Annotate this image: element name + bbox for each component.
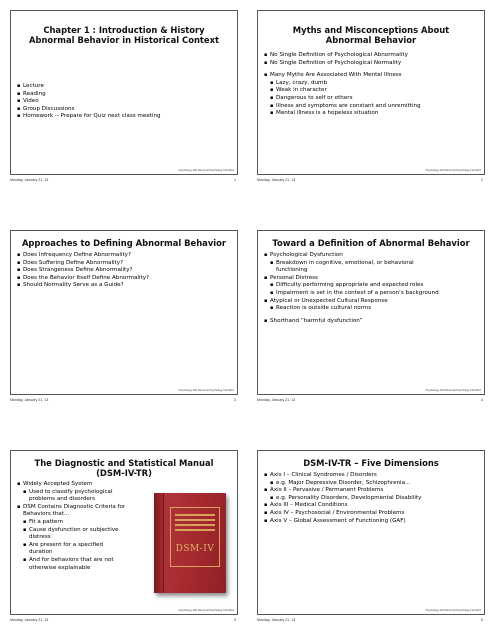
slide-title <box>264 25 478 45</box>
sub-bullet-item: ▪ Breakdown in cognitive, emotional, or behavioral <box>264 260 480 268</box>
sub-bullet-item: ▪ Lazy, crazy, dumb <box>264 80 480 88</box>
slide-title: Toward a Definition of Abnormal Behavior <box>272 238 470 248</box>
sub-bullet-item: ▪ Difficulty performing appropriate and expected roles <box>264 282 480 290</box>
slide-6 <box>257 450 485 615</box>
course-footer: Psychology 230 Abnormal Psychology Fall 2012 <box>178 389 234 392</box>
title-line: (DSM-IV-TR) <box>96 468 152 478</box>
bullet-item: ▪ Axis IV – Psychosocial / Environmental Problems <box>264 510 480 518</box>
bullet-list <box>264 252 480 325</box>
slide-date: Monday, January 21, 13 <box>10 618 49 622</box>
slide-4 <box>257 230 485 395</box>
bullet-continuation: functioning <box>276 267 308 274</box>
slide-title: Approaches to Defining Abnormal Behavior <box>21 238 227 248</box>
course-footer: Psychology 230 Abnormal Psychology Fall 2012 <box>425 169 481 172</box>
book-cover-text: DSM-IV <box>175 544 215 554</box>
bullet-item: ▪ Does Infrequency Define Abnormality? <box>17 252 233 260</box>
slide-title <box>17 458 231 478</box>
bullet-item: ▪ Video <box>17 98 233 106</box>
bullet-continuation: duration <box>29 549 53 556</box>
slide-1 <box>10 10 238 175</box>
bullet-continuation: problems and disorders <box>29 496 95 503</box>
slide-2 <box>257 10 485 175</box>
bullet-list <box>17 481 141 572</box>
slide-number: 6 <box>481 618 483 622</box>
sub-bullet-item: ▪ Illness and symptoms are constant and unremitting <box>264 103 480 111</box>
bullet-item: ▪ Group Discussions <box>17 106 233 114</box>
course-footer: Psychology 230 Abnormal Psychology Fall 2012 <box>425 609 481 612</box>
sub-bullet-item: ▪ Impairment is set in the context of a person’s background <box>264 290 480 298</box>
slide-number: 5 <box>234 618 236 622</box>
bullet-item: ▪ Homework -- Prepare for Quiz next class meeting <box>17 113 233 121</box>
course-footer: Psychology 230 Abnormal Psychology Fall 2012 <box>178 609 234 612</box>
bullet-item: ▪ Psychological Dysfunction <box>264 252 480 260</box>
bullet-list <box>17 252 233 290</box>
slide-number: 4 <box>481 398 483 402</box>
sub-bullet-item: ▪ Reaction is outside cultural norms <box>264 305 480 313</box>
bullet-item: ▪ Personal Distress <box>264 275 480 283</box>
slide-date: Monday, January 21, 13 <box>10 398 49 402</box>
bullet-continuation: distress <box>29 534 51 541</box>
title-line: Chapter 1 : Introduction & History <box>43 25 205 35</box>
bullet-item: ▪ Many Myths Are Associated With Mental Illness <box>264 72 480 80</box>
bullet-item: ▪ Shorthand “harmful dysfunction” <box>264 318 480 326</box>
sub-bullet-item: ▪ Cause dysfunction or subjective <box>17 527 141 535</box>
slide-title: DSM-IV-TR – Five Dimensions <box>303 458 439 468</box>
course-footer: Psychology 230 Abnormal Psychology Fall 2012 <box>178 169 234 172</box>
bullet-item: ▪ Should Normality Serve as a Guide? <box>17 282 233 290</box>
course-footer: Psychology 230 Abnormal Psychology Fall 2012 <box>425 389 481 392</box>
slide-3 <box>10 230 238 395</box>
sub-bullet-item: ▪ Weak in character <box>264 87 480 95</box>
bullet-item: ▪ Axis III – Medical Conditions <box>264 502 480 510</box>
bullet-continuation: otherwise explainable <box>29 564 91 571</box>
sub-bullet-item: ▪ Are present for a specified <box>17 542 141 550</box>
bullet-item: ▪ DSM Contains Diagnostic Criteria for <box>17 504 141 512</box>
slide-number: 1 <box>234 178 236 182</box>
sub-bullet-item: ▪ e.g. Major Depressive Disorder, Schizophrenia... <box>264 480 480 488</box>
slide-number: 2 <box>481 178 483 182</box>
bullet-list <box>17 83 233 121</box>
bullet-continuation: Behaviors that… <box>23 511 70 518</box>
bullet-item: ▪ Atypical or Unexpected Cultural Response <box>264 298 480 306</box>
bullet-list <box>264 52 480 118</box>
title-line: The Diagnostic and Statistical Manual <box>34 458 214 468</box>
sub-bullet-item: ▪ Dangerous to self or others <box>264 95 480 103</box>
sub-bullet-item: ▪ Mental illness is a hopeless situation <box>264 110 480 118</box>
title-line: Abnormal Behavior in Historical Context <box>28 35 220 45</box>
bullet-item: ▪ Lecture <box>17 83 233 91</box>
bullet-item: ▪ Axis V – Global Assessment of Functioning (GAF) <box>264 518 480 526</box>
slide-date: Monday, January 21, 13 <box>257 398 296 402</box>
slide-date: Monday, January 21, 13 <box>257 618 296 622</box>
bullet-item: ▪ Does Strangeness Define Abnormality? <box>17 267 233 275</box>
slide-5 <box>10 450 238 615</box>
bullet-item: ▪ Does Suffering Define Abnormality? <box>17 260 233 268</box>
bullet-item: ▪ Axis I – Clinical Syndromes / Disorders <box>264 472 480 480</box>
slide-number: 3 <box>234 398 236 402</box>
sub-bullet-item: ▪ e.g. Personality Disorders, Developmental Disability <box>264 495 480 503</box>
bullet-item: ▪ Widely Accepted System <box>17 481 141 489</box>
title-line: Abnormal Behavior <box>325 35 417 45</box>
slide-title <box>17 25 231 45</box>
slide-date: Monday, January 21, 13 <box>257 178 296 182</box>
dsm-book-image <box>154 493 226 593</box>
title-line: Myths and Misconceptions About <box>292 25 450 35</box>
bullet-item: ▪ Axis II – Pervasive / Permanent Problems <box>264 487 480 495</box>
slide-date: Monday, January 21, 13 <box>10 178 49 182</box>
sub-bullet-item: ▪ And for behaviors that are not <box>17 557 141 565</box>
sub-bullet-item: ▪ Used to classify psychological <box>17 489 141 497</box>
bullet-list <box>264 472 480 525</box>
bullet-item: ▪ Does the Behavior Itself Define Abnormality? <box>17 275 233 283</box>
bullet-item: ▪ No Single Definition of Psychological Normality <box>264 60 480 68</box>
bullet-item: ▪ Reading <box>17 91 233 99</box>
bullet-item: ▪ No Single Definition of Psychological Abnormality <box>264 52 480 60</box>
sub-bullet-item: ▪ Fit a pattern <box>17 519 141 527</box>
